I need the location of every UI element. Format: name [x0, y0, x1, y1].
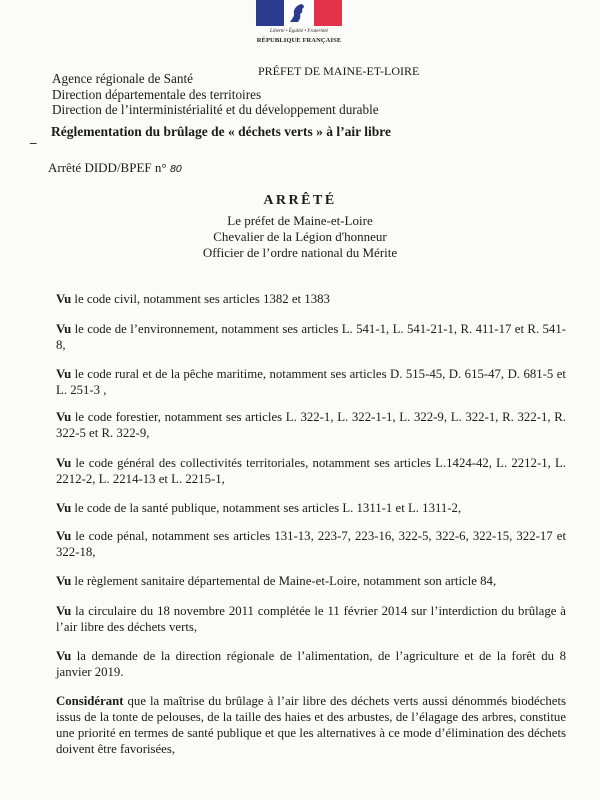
- recital-paragraph: Vu le règlement sanitaire départemental de Maine-et-Loire, notamment son article 84,: [56, 574, 497, 588]
- prefect-titles: [0, 213, 600, 261]
- decree-reference: [48, 160, 182, 178]
- agency-line: Direction de l’interministérialité et du développement durable: [52, 102, 379, 117]
- recital-paragraph: Vu le code forestier, notamment ses articles L. 322-1, L. 322-1-1, L. 322-9, L. 322-1, R. 322-1, R. 322-5 et R. 322-9,: [56, 410, 566, 440]
- decree-number-handwritten: 80: [169, 164, 182, 175]
- decree-prefix: Arrêté DIDD/BPEF n°: [48, 160, 167, 175]
- issuing-agencies: [52, 71, 379, 118]
- recital-paragraph: Vu le code pénal, notamment ses articles 131-13, 223-7, 223-16, 322-5, 322-6, 322-15, 322-17 et 322-18,: [56, 529, 566, 559]
- subject-title: Réglementation du brûlage de « déchets verts » à l’air libre: [51, 124, 391, 139]
- tricolour-flag: [256, 0, 342, 26]
- recital-paragraph: Vu le code de l’environnement, notamment ses articles L. 541-1, L. 541-21-1, R. 411-17 et R. 541-8,: [56, 322, 566, 352]
- arrete-heading: ARRÊTÉ: [263, 193, 337, 208]
- considering-paragraph: Considérant que la maîtrise du brûlage à l’air libre des déchets verts aussi dénommés biodéchets issus de la tonte de pelouses, de la taille des haies et des arbustes, de l’élagage des arbres, constitue une priorité en termes de santé publique et que les alternatives à ce mode d’élimination des déchets doivent être favorisées,: [56, 694, 566, 756]
- title-line: Le préfet de Maine-et-Loire: [227, 213, 373, 228]
- recital-paragraph: Vu le code civil, notamment ses articles 1382 et 1383: [56, 292, 330, 306]
- title-line: Chevalier de la Légion d'honneur: [213, 229, 387, 244]
- recital-paragraph: Vu la circulaire du 18 novembre 2011 complétée le 11 février 2014 sur l’interdiction du brûlage à l’air libre des déchets verts,: [56, 604, 566, 634]
- agency-line: Agence régionale de Santé: [52, 71, 193, 86]
- recital-paragraph: Vu le code général des collectivités territoriales, notamment ses articles L.1424-42, L. 2212-1, L. 2212-2, L. 2214-13 et L. 2215-1,: [56, 456, 566, 486]
- recital-paragraph: Vu le code de la santé publique, notamment ses articles L. 1311-1 et L. 1311-2,: [56, 501, 462, 515]
- subject-dash: _: [30, 130, 37, 145]
- republique-francaise-logo: [256, 0, 342, 48]
- agency-line: Direction départementale des territoires: [52, 86, 262, 102]
- prefet-heading: PRÉFET DE MAINE-ET-LOIRE: [258, 64, 420, 78]
- republic-motto: Liberté • Égalité • Fraternité: [270, 29, 328, 34]
- republic-name: RÉPUBLIQUE FRANÇAISE: [256, 37, 342, 44]
- marianne-icon: [288, 2, 308, 24]
- recital-paragraph: Vu la demande de la direction régionale de l’alimentation, de l’agriculture et de la forêt du 8 janvier 2019.: [56, 649, 566, 679]
- recital-paragraph: Vu le code rural et de la pêche maritime, notamment ses articles D. 515-45, D. 615-47, D. 681-5 et L. 251-3 ,: [56, 367, 566, 397]
- title-line: Officier de l’ordre national du Mérite: [202, 245, 398, 260]
